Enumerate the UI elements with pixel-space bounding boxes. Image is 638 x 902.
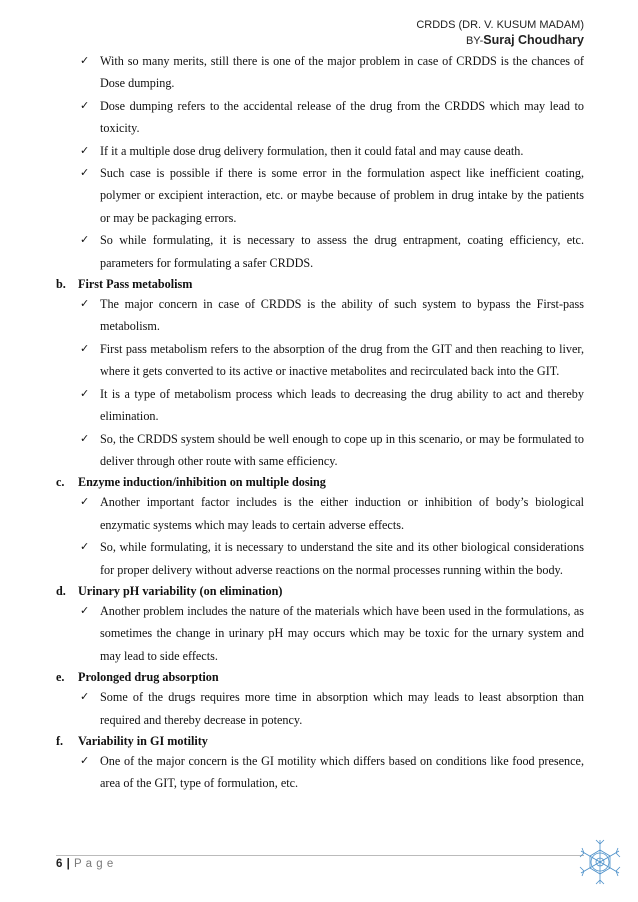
list-item-text: With so many merits, still there is one of the major problem in case of CRDDS is the chances of Dose dumping. [100, 54, 584, 91]
list-item-text: So, the CRDDS system should be well enough to cope up in this scenario, or may be formulated to deliver through other route with same efficiency. [100, 431, 584, 468]
section-letter: c. [56, 475, 65, 490]
checkmark-icon: ✓ [80, 690, 90, 704]
section-heading [56, 732, 584, 750]
checkmark-icon: ✓ [80, 297, 90, 311]
section-title: First Pass metabolism [78, 277, 193, 292]
section-heading [56, 668, 584, 686]
list-item [56, 293, 584, 338]
list-item [56, 428, 584, 473]
list-item-text: Such case is possible if there is some error in the formulation aspect like inefficient coating, polymer or excipient interaction, etc. or maybe because of problem in drug intake by the patients or may be packaging errors. [100, 166, 584, 225]
list-item [56, 140, 584, 162]
document-body [56, 50, 584, 795]
list-item-text: Another important factor includes is the either induction or inhibition of body’s biological enzymatic systems which may leads to certain adverse effects. [100, 495, 584, 532]
list-item-text: Some of the drugs requires more time in absorption which may leads to least absorption than required and thereby decrease in potency. [100, 690, 584, 727]
list-item [56, 338, 584, 383]
list-item [56, 686, 584, 731]
header-title: CRDDS (DR. V. KUSUM MADAM) [416, 19, 584, 31]
page-footer [56, 858, 114, 870]
list-item [56, 95, 584, 140]
list-item [56, 50, 584, 95]
checkmark-icon: ✓ [80, 166, 90, 180]
section-title: Enzyme induction/inhibition on multiple dosing [78, 475, 326, 490]
section-heading [56, 275, 584, 293]
header-author-line [416, 32, 584, 49]
page-number: 6 [56, 858, 63, 870]
list-item-text: Another problem includes the nature of the materials which have been used in the formulations, as sometimes the change in urinary pH may occurs which may be toxic for the urnary system and may lead to side effects. [100, 603, 584, 663]
list-item-text: One of the major concern is the GI motility which differs based on conditions like food presence, area of the GIT, type of formulation, etc. [100, 753, 584, 791]
section-title: Variability in GI motility [78, 733, 208, 748]
header-by-prefix: BY- [465, 35, 484, 47]
list-item [56, 536, 584, 581]
list-item-text: The major concern in case of CRDDS is the ability of such system to bypass the First-pass metabolism. [100, 297, 584, 334]
list-item [56, 162, 584, 229]
checkmark-icon: ✓ [80, 54, 90, 67]
list-item-text: So, while formulating, it is necessary to understand the site and its other biological considerations for proper delivery without adverse reactions on the normal processes running within the body. [100, 540, 584, 577]
checkmark-icon: ✓ [80, 143, 90, 157]
checkmark-icon: ✓ [80, 495, 90, 509]
list-item-text: It is a type of metabolism process which leads to decreasing the drug ability to act and thereby elimination. [100, 386, 584, 424]
section-letter: e. [56, 670, 65, 685]
snowflake-logo-icon [578, 836, 622, 888]
checkmark-icon: ✓ [80, 431, 90, 445]
list-item-text: So while formulating, it is necessary to assess the drug entrapment, coating efficiency, etc. parameters for formulating a safer CRDDS. [100, 233, 584, 270]
checkmark-icon: ✓ [80, 386, 90, 400]
page-separator: | [62, 858, 75, 870]
checkmark-icon: ✓ [80, 233, 90, 247]
list-item-text: First pass metabolism refers to the absorption of the drug from the GIT and then reaching to liver, where it gets converted to its active or inactive metabolites and recirculated back into the GIT. [100, 341, 584, 379]
list-item [56, 229, 584, 274]
list-item [56, 491, 584, 536]
list-item-text: If it a multiple dose drug delivery formulation, then it could fatal and may cause death. [100, 143, 524, 158]
section-letter: f. [56, 733, 64, 748]
page-header [416, 18, 584, 49]
list-item [56, 600, 584, 667]
section-heading [56, 582, 584, 600]
section-title: Prolonged drug absorption [78, 670, 219, 685]
checkmark-icon: ✓ [80, 603, 90, 617]
checkmark-icon: ✓ [80, 98, 90, 112]
section-letter: b. [56, 277, 66, 292]
header-author: Suraj Choudhary [483, 33, 584, 47]
footer-divider [56, 855, 584, 856]
list-item [56, 750, 584, 795]
checkmark-icon: ✓ [80, 540, 90, 554]
section-letter: d. [56, 583, 66, 598]
checkmark-icon: ✓ [80, 341, 90, 355]
list-item-text: Dose dumping refers to the accidental release of the drug from the CRDDS which may lead to toxicity. [100, 98, 584, 136]
page-word: P a g e [74, 858, 114, 870]
section-title: Urinary pH variability (on elimination) [78, 583, 283, 598]
list-item [56, 383, 584, 428]
checkmark-icon: ✓ [80, 753, 90, 767]
section-heading [56, 473, 584, 491]
